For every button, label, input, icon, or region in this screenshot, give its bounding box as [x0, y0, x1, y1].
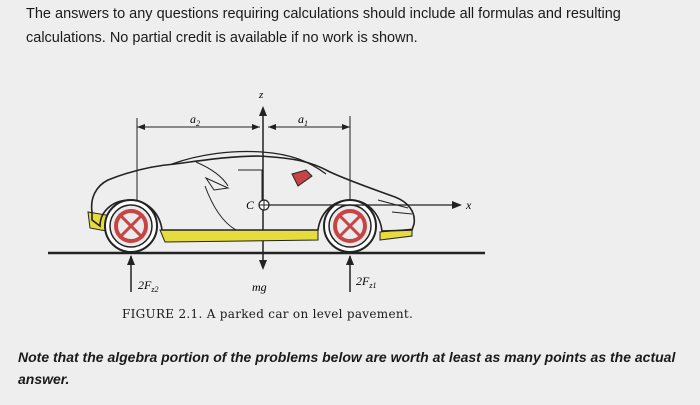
rear-wheel [105, 200, 157, 252]
label-z: z [259, 89, 264, 101]
label-weight: mg [252, 280, 267, 294]
weight-arrow [259, 260, 267, 270]
note-text: Note that the algebra portion of the problems below are worth at least as many points as the actual answer. [18, 349, 676, 387]
figure-caption: FIGURE 2.1. A parked car on level pavement. [122, 307, 414, 321]
label-cg: C [246, 198, 255, 212]
label-a2: $a_2$ [190, 112, 200, 128]
dimension-a1 [268, 116, 350, 132]
front-wheel [324, 200, 376, 252]
label-front-force: $2F_{z1}$ [356, 274, 377, 290]
side-skirt-accent [160, 230, 318, 242]
label-a1: $a_1$ [298, 112, 308, 128]
label-rear-force: $2F_{z2}$ [138, 278, 159, 294]
side-mirror [292, 170, 312, 186]
label-x: x [466, 198, 472, 212]
instructions-text: The answers to any questions requiring calculations should include all formulas and resulting calculations. No partial credit is available if no work is shown. [26, 6, 621, 46]
cg-marker [259, 200, 269, 210]
